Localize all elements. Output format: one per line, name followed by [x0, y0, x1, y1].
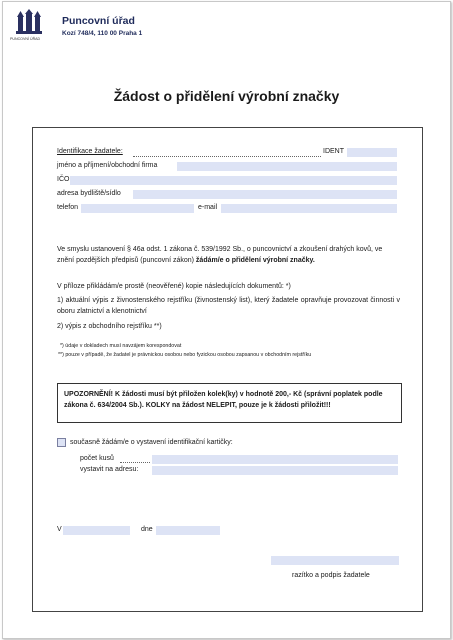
form-title: Žádost o přidělení výrobní značky	[113, 88, 340, 104]
email-field[interactable]	[221, 204, 397, 213]
name-label: jméno a příjmení/obchodní firma	[57, 162, 158, 169]
attachment-item-2: 2) výpis z obchodního rejstříku **)	[57, 323, 162, 330]
issue-address-field[interactable]	[152, 466, 398, 475]
form-frame	[32, 127, 423, 612]
name-field[interactable]	[177, 162, 397, 171]
email-label: e-mail	[198, 204, 218, 211]
org-name: Puncovní úřad	[62, 15, 135, 27]
org-address: Kozí 748/4, 110 00 Praha 1	[62, 30, 143, 37]
ident-label: IDENT	[323, 148, 344, 155]
place-field[interactable]	[63, 526, 130, 535]
place-label: V	[57, 526, 62, 533]
warning-box: UPOZORNĚNÍ! K žádosti musí být přiložen kolek(ky) v hodnotě 200,- Kč (správní poplatek podle zákona č. 634/2004 Sb.). KOLKY na žádost NELEPIT, pouze je k žádosti přiložit!!!	[57, 383, 402, 423]
attachment-item-1: 1) aktuální výpis z živnostenského rejstříku (živnostenský list), který žadatele opravňuje provozovat činnosti v oboru zlatnictví a klenotnictví	[57, 297, 400, 315]
section-dotted-line	[133, 156, 321, 157]
address-label: adresa bydliště/sídlo	[57, 190, 121, 197]
date-field[interactable]	[156, 526, 220, 535]
phone-label: telefon	[57, 204, 79, 211]
statement-text: Ve smyslu ustanovení § 46a odst. 1 zákona č. 539/1992 Sb., o puncovnictví a zkoušení drahých kovů, ve znění pozdějších předpisů (puncovní zákon)	[57, 246, 383, 264]
count-dotted-line	[120, 462, 150, 463]
issue-address-label: vystavit na adresu:	[80, 466, 139, 473]
statement-paragraph	[57, 245, 400, 266]
count-field[interactable]	[152, 455, 398, 464]
attachments-intro: V příloze přikládám/e prostě (neověřené) kopie následujících dokumentů: *)	[57, 283, 291, 290]
logo-caption: PUNCOVNÍ ÚŘAD	[10, 37, 41, 41]
id-card-checkbox[interactable]	[57, 438, 66, 447]
applicant-section-label: Identifikace žadatele:	[57, 148, 123, 155]
statement-request: žádám/e o přidělení výrobní značky.	[195, 256, 315, 264]
address-field[interactable]	[133, 190, 397, 199]
stamp-signature-label: razítko a podpis žadatele	[292, 572, 370, 579]
signature-field[interactable]	[271, 556, 399, 565]
ico-field[interactable]	[70, 176, 397, 185]
footnote-1: *) údaje v dokladech musí navzájem korespondovat	[60, 343, 182, 349]
id-card-label: současně žádám/e o vystavení identifikační kartičky:	[70, 439, 233, 446]
ico-label: IČO	[57, 176, 70, 183]
phone-field[interactable]	[81, 204, 194, 213]
count-label: počet kusů	[80, 455, 114, 462]
ident-field[interactable]	[347, 148, 397, 157]
date-label: dne	[141, 526, 153, 533]
footnote-2: **) pouze v případě, že žadatel je právnickou osobou nebo fyzickou osobou zapsanou v obchodním rejstříku	[58, 352, 312, 358]
